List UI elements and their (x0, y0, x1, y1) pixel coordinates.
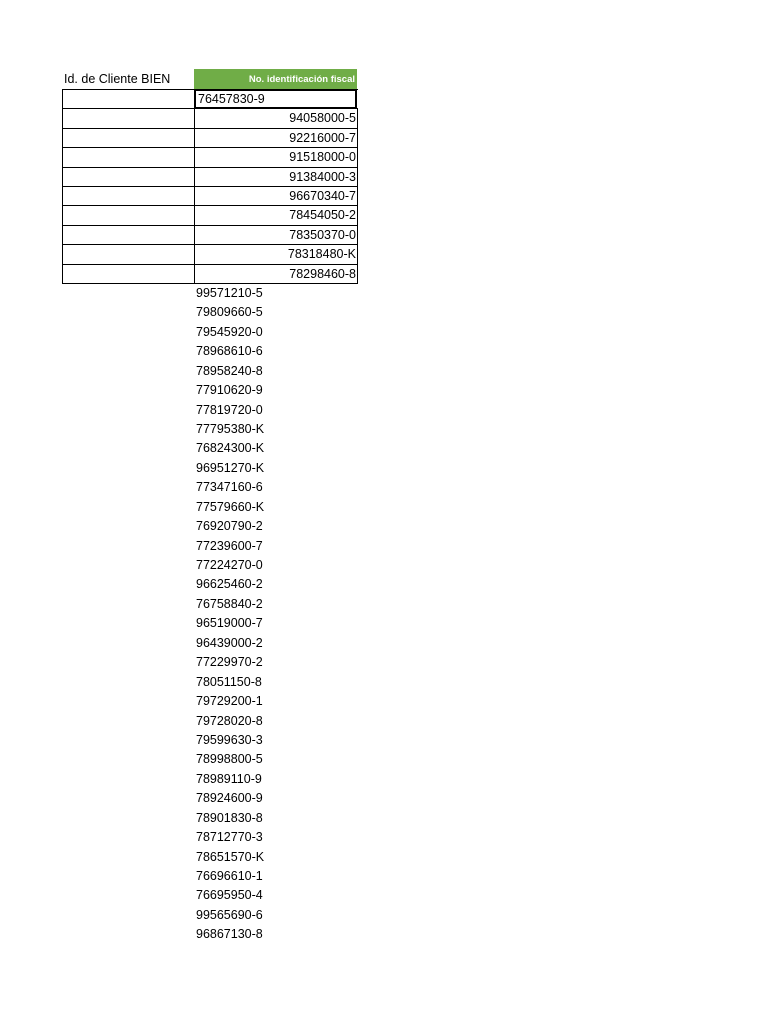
table-row (63, 109, 358, 128)
tax-id-cell[interactable]: 96625460-2 (196, 577, 263, 592)
tax-id-cell[interactable]: 76920790-2 (196, 519, 263, 534)
tax-id-cell[interactable]: 96867130-8 (196, 927, 263, 942)
client-id-cell[interactable] (63, 90, 195, 108)
tax-id-cell[interactable]: 78298460-8 (195, 265, 358, 283)
tax-id-cell[interactable]: 92216000-7 (195, 129, 358, 147)
table-row (63, 265, 358, 284)
tax-id-cell[interactable]: 78924600-9 (196, 791, 263, 806)
table-row (63, 148, 358, 167)
header-row (62, 69, 358, 89)
tax-id-cell[interactable]: 91384000-3 (195, 168, 358, 186)
table-row (63, 226, 358, 245)
tax-id-cell[interactable]: 78712770-3 (196, 830, 263, 845)
tax-id-cell[interactable]: 96519000-7 (196, 616, 263, 631)
tax-id-cell[interactable]: 78454050-2 (195, 206, 358, 224)
client-id-cell[interactable] (63, 226, 195, 244)
client-id-cell[interactable] (63, 109, 195, 127)
client-id-cell[interactable] (63, 187, 195, 205)
tax-id-cell[interactable]: 77795380-K (196, 421, 265, 436)
tax-id-cell[interactable]: 78318480-K (195, 245, 358, 263)
tax-id-cell[interactable]: 99565690-6 (196, 907, 263, 922)
table-row (63, 168, 358, 187)
tax-id-cell[interactable]: 96670340-7 (195, 187, 358, 205)
client-id-cell[interactable] (63, 206, 195, 224)
tax-id-cell[interactable]: 79729200-1 (196, 694, 263, 709)
tax-id-cell[interactable]: 78998800-5 (196, 752, 263, 767)
tax-id-cell[interactable]: 78968610-6 (196, 344, 263, 359)
tax-id-cell[interactable]: 77224270-0 (196, 558, 263, 573)
tax-id-cell[interactable]: 78958240-8 (196, 363, 263, 378)
client-id-cell[interactable] (63, 168, 195, 186)
bordered-table (62, 89, 358, 284)
tax-id-cell[interactable]: 96439000-2 (196, 635, 263, 650)
client-id-cell[interactable] (63, 245, 195, 263)
table-row (63, 187, 358, 206)
client-id-cell[interactable] (63, 265, 195, 283)
tax-id-cell[interactable]: 76824300-K (196, 441, 265, 456)
table-row (63, 245, 358, 264)
tax-id-cell[interactable]: 91518000-0 (195, 148, 358, 166)
tax-id-cell[interactable]: 76696610-1 (196, 869, 263, 884)
tax-id-cell[interactable]: 78651570-K (196, 849, 265, 864)
tax-id-cell[interactable]: 76457830-9 (194, 89, 357, 109)
plain-list (194, 284, 358, 945)
tax-id-cell[interactable]: 77910620-9 (196, 383, 263, 398)
tax-id-cell[interactable]: 79728020-8 (196, 713, 263, 728)
tax-id-cell[interactable]: 76695950-4 (196, 888, 263, 903)
table-row (63, 206, 358, 225)
tax-id-cell[interactable]: 94058000-5 (195, 109, 358, 127)
tax-id-cell[interactable]: 77229970-2 (196, 655, 263, 670)
tax-id-cell[interactable]: 78989110-9 (196, 771, 262, 786)
client-id-cell[interactable] (63, 148, 195, 166)
table-row (63, 129, 358, 148)
tax-id-cell[interactable]: 99571210-5 (196, 285, 263, 300)
tax-id-cell[interactable]: 77347160-6 (196, 480, 263, 495)
tax-id-header[interactable]: No. identificación fiscal (194, 69, 357, 89)
tax-id-cell[interactable]: 77239600-7 (196, 538, 263, 553)
tax-id-cell[interactable]: 78350370-0 (195, 226, 358, 244)
spreadsheet (62, 69, 358, 945)
tax-id-cell[interactable]: 96951270-K (196, 460, 265, 475)
client-id-header[interactable]: Id. de Cliente BIEN (64, 72, 171, 86)
tax-id-cell[interactable]: 79599630-3 (196, 732, 263, 747)
tax-id-cell[interactable]: 78901830-8 (196, 810, 263, 825)
tax-id-cell[interactable]: 76758840-2 (196, 596, 263, 611)
tax-id-cell[interactable]: 79809660-5 (196, 305, 263, 320)
tax-id-cell[interactable]: 79545920-0 (196, 324, 263, 339)
tax-id-cell[interactable]: 78051150-8 (196, 674, 262, 689)
table-row (63, 90, 358, 109)
tax-id-cell[interactable]: 77579660-K (196, 499, 265, 514)
client-id-cell[interactable] (63, 129, 195, 147)
tax-id-cell[interactable]: 77819720-0 (196, 402, 263, 417)
